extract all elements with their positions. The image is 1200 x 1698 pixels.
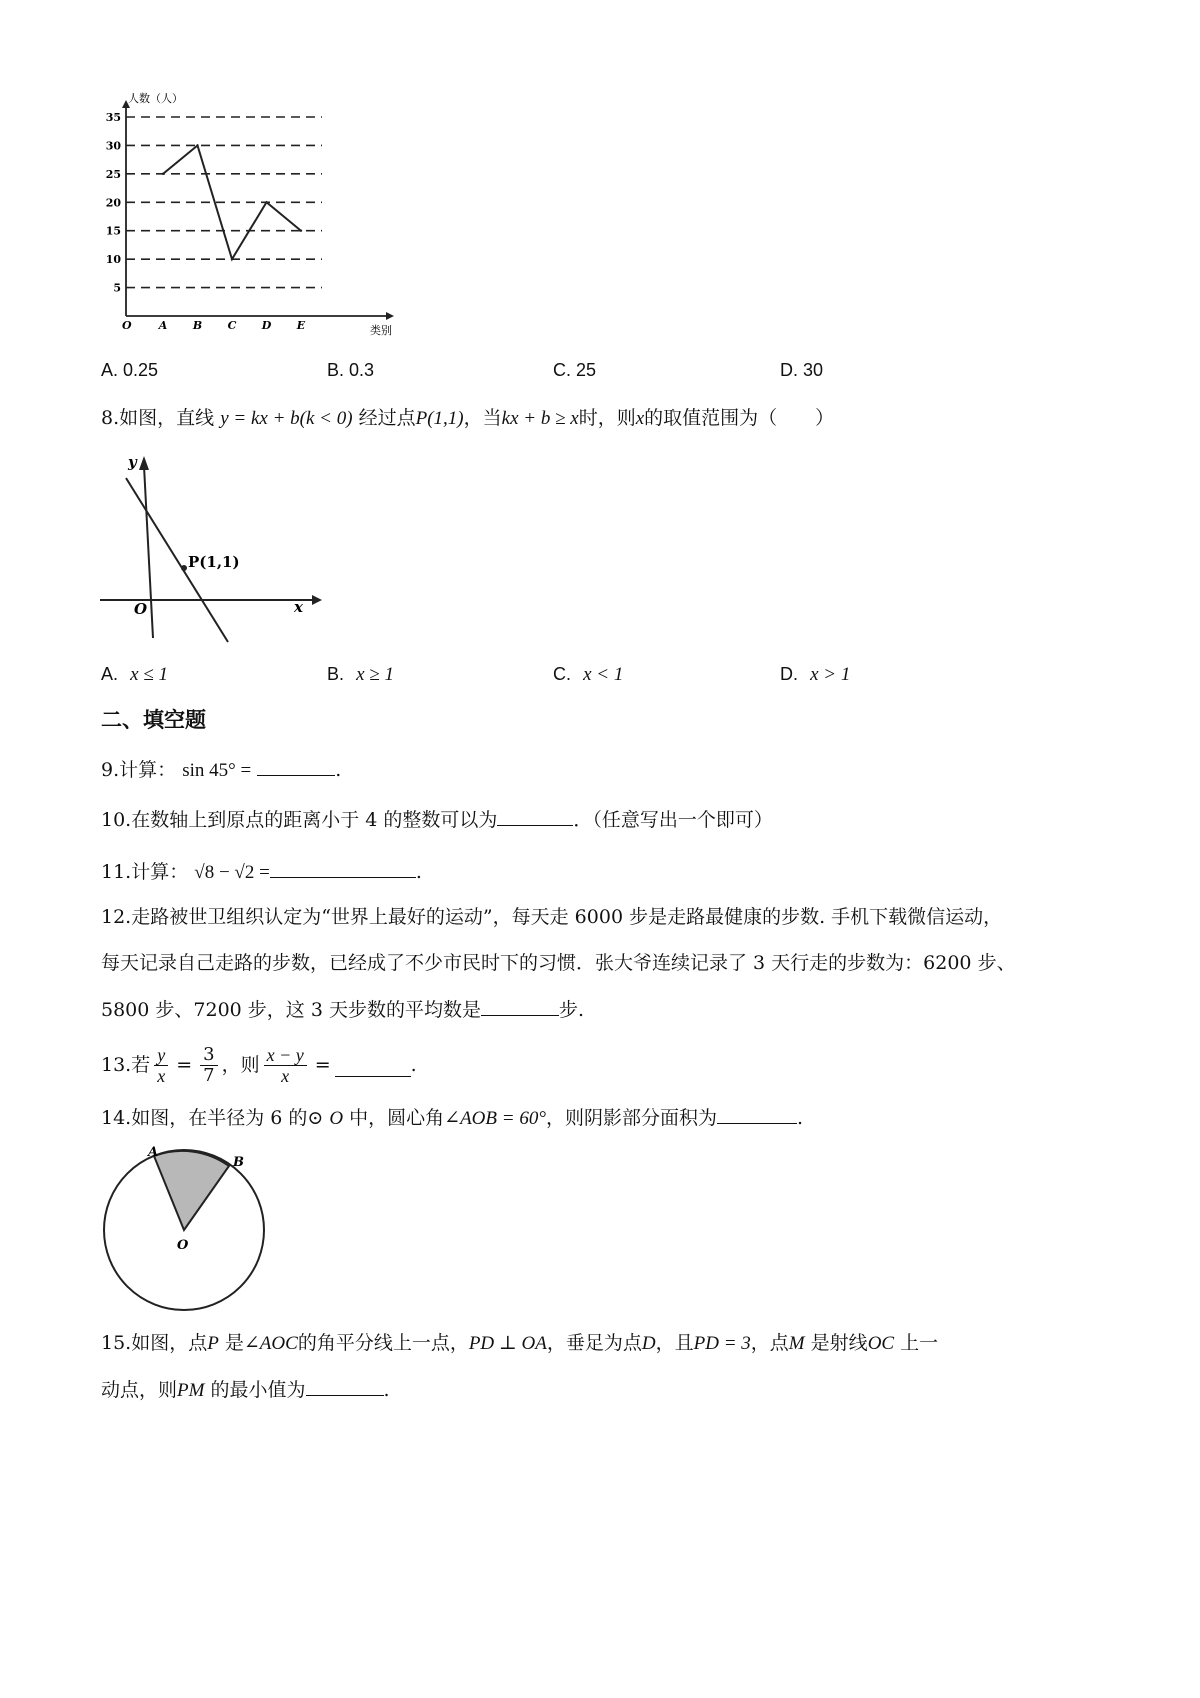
q8-question [101,406,834,431]
q13-fraction-x-minus-y-over-x: $\frac{x - y}{x}$ [264,1045,307,1086]
label-a: A [148,1145,159,1160]
q10-question: 10.在数轴上到原点的距离小于 4 的整数可以为 ．（任意写出一个即可） [101,809,773,831]
q12-line-3: 5800 步、7200 步，这 3 天步数的平均数是 步. [101,999,585,1021]
origin-label: O [134,600,148,618]
q9-answer-blank [257,757,335,776]
data-point-C [231,258,233,260]
q14-question: 14.如图，在半径为 6 的⊙ O 中，圆心角∠AOB = 60°，则阴影部分面积为 . [101,1107,803,1129]
q9-expression: sin 45° = [182,760,252,781]
chart-ylabel: 人数（人） [128,92,183,105]
y-tick-label-10: 10 [105,253,121,267]
q8-equation: y = kx + b(k < 0) [220,408,353,429]
q8-option-d: D. x > 1 [780,664,851,685]
q8-number: 8. [101,407,120,429]
x-axis-arrow-icon [312,595,322,605]
q13-fraction-y-over-x: $\frac{y}{x}$ [154,1045,168,1086]
y-label: y [128,453,137,471]
x-tick-label-A: A [158,319,168,332]
y-tick-label-35: 35 [105,111,121,124]
point-p [181,565,187,571]
section-title: 二、填空题 [101,708,206,732]
q8-option-b: B. x ≥ 1 [327,664,394,685]
q13-question: 13.若 $\frac{y}{x}$ = $\frac{3}{7}$ ，则 $\frac{x - y}{x}$ = . [101,1043,417,1086]
chart-gridlines [126,117,322,288]
data-point-E [300,230,302,232]
q14-angle: ∠AOB = 60° [444,1108,546,1129]
q8-text-4: 时，则 [578,407,636,429]
x-tick-label-E: E [296,319,306,332]
q12-line-2: 每天记录自己走路的步数，已经成了不少市民时下的习惯．张大爷连续记录了 3 天行走的步数为：6200 步、 [101,952,1016,974]
x-tick-label-C: C [227,319,237,332]
x-axis-arrow-icon [386,312,394,320]
q11-expression: √8 − √2 = [194,862,270,883]
q8-text-1: 如图，直线 [119,407,215,429]
label-o: O [177,1238,189,1253]
y-tick-label-20: 20 [105,196,121,210]
q8-text-2: 经过点 [358,407,416,429]
q15-answer-blank [306,1377,384,1396]
q7-option-b: B. 0.3 [327,360,375,380]
point-p-label: P(1,1) [188,553,240,571]
q11-answer-blank [270,859,416,878]
q7-line-chart [100,88,420,350]
shaded-sector [154,1151,229,1230]
q8-variable: x [635,408,645,429]
chart-origin-label: O [122,319,132,332]
q13-answer-blank [335,1054,411,1077]
chart-xlabel: 类别 [370,324,392,337]
q8-text-3: ，当 [463,407,502,429]
x-tick-label-D: D [261,319,272,332]
q14-circle-figure [100,1145,270,1315]
q7-option-c: C. 25 [553,360,597,380]
q8-option-a: A. x ≤ 1 [101,664,168,685]
q7-option-a: A. 0.25 [101,360,159,380]
q11-question: 11.计算： √8 − √2 = . [101,861,422,883]
q14-answer-blank [717,1105,797,1124]
q8-option-c: C. x < 1 [553,664,624,685]
q10-answer-blank [497,807,573,826]
y-tick-label-5: 5 [113,281,121,295]
label-b: B [233,1155,244,1170]
q8-graph-figure [98,452,328,652]
x-tick-label-B: B [192,319,203,332]
q12-line-1: 12.走路被世卫组织认定为“世界上最好的运动”，每天走 6000 步是走路最健康的步数. 手机下载微信运动， [101,906,1003,928]
q13-fraction-3-over-7: $\frac{3}{7}$ [200,1045,217,1086]
data-point-B [196,144,198,146]
y-tick-label-25: 25 [105,167,121,181]
y-tick-label-30: 30 [105,139,121,153]
q8-text-5: 的取值范围为（ ） [644,407,835,429]
q8-point: P(1,1) [415,408,464,429]
data-point-D [265,201,267,203]
y-tick-label-15: 15 [105,224,121,238]
data-point-A [162,173,164,175]
q9-question: 9.计算： sin 45° = . [101,759,342,781]
q7-option-d: D. 30 [780,360,824,380]
q15-line-2: 动点，则PM 的最小值为 . [101,1379,390,1401]
q15-line-1: 15.如图，点P 是∠AOC的角平分线上一点，PD ⊥ OA，垂足为点D，且PD = 3，点M 是射线OC 上一 [101,1332,939,1354]
q8-inequality: kx + b ≥ x [501,408,579,429]
chart-tick-labels [106,111,306,332]
x-label: x [294,598,303,616]
q12-answer-blank [481,997,559,1016]
y-axis-arrow-icon [139,456,149,470]
